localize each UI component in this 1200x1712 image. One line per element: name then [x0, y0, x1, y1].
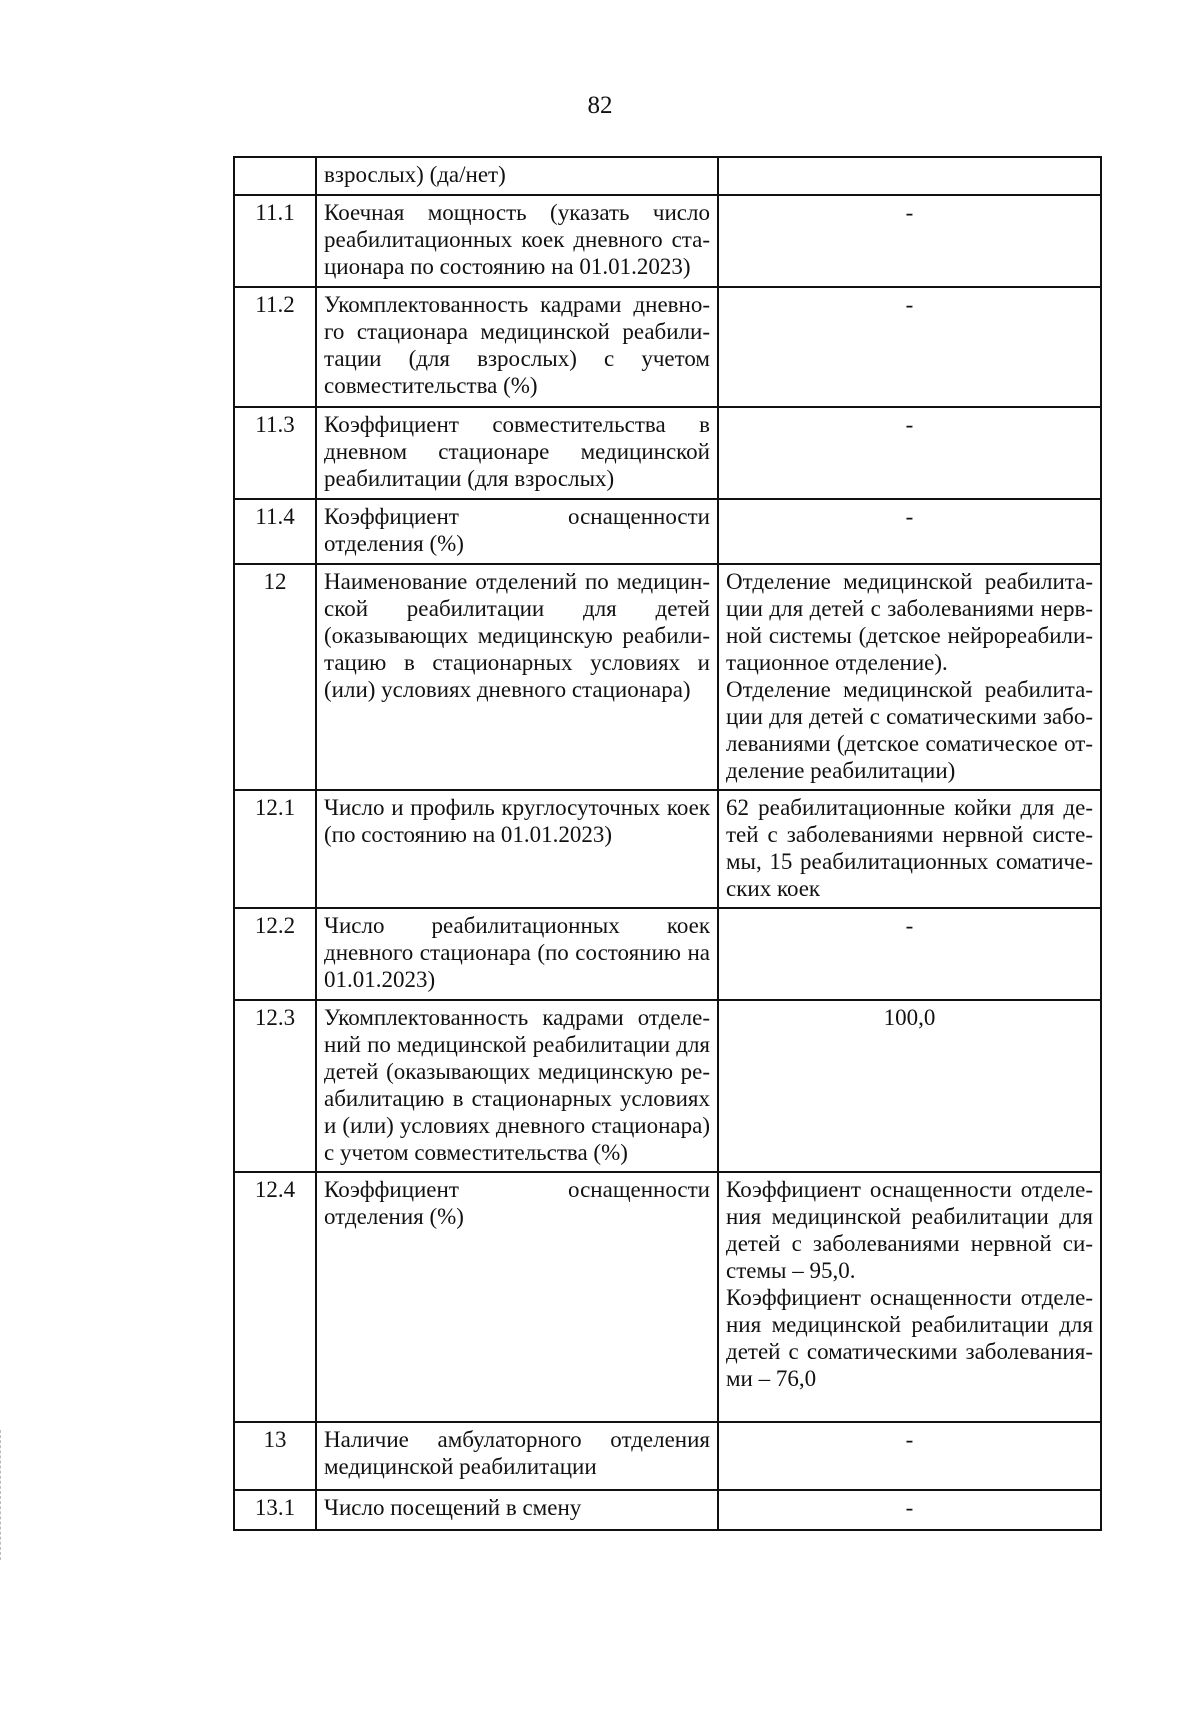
- indicator-value-cell: -: [718, 499, 1101, 564]
- scan-edge-marks: [0, 1430, 3, 1560]
- row-number-cell: 12.3: [234, 1000, 316, 1172]
- value-paragraph: Отделение медицинской реабилитации для детей с заболеваниями нервной системы (детское нейрореабилитационное отделение).: [726, 569, 1093, 675]
- row-number-cell: 11.2: [234, 287, 316, 407]
- row-number-cell: 11.3: [234, 407, 316, 499]
- row-number-cell: 13.1: [234, 1490, 316, 1530]
- row-number-cell: 11.1: [234, 195, 316, 287]
- table-row: [234, 1000, 1101, 1172]
- indicator-name-cell: Число и профиль круглосуточных коек (по состоянию на 01.01.2023): [316, 790, 718, 908]
- table-row: [234, 1172, 1101, 1422]
- indicator-value-cell: -: [718, 407, 1101, 499]
- indicator-name-cell: Наличие амбулаторного отделения медицинской реабилитации: [316, 1422, 718, 1490]
- indicator-name-cell: Число посещений в смену: [316, 1490, 718, 1530]
- table-row: [234, 157, 1101, 195]
- row-number-cell: 13: [234, 1422, 316, 1490]
- row-number-cell: 12.1: [234, 790, 316, 908]
- row-number-cell: 11.4: [234, 499, 316, 564]
- value-paragraph: Отделение медицинской реабилитации для детей с соматическими заболеваниями (детское соматическое отделение реабилитации): [726, 677, 1093, 783]
- indicator-name-cell: Укомплектованность кадрами отделений по медицинской реабилитации для детей (оказывающих медицинскую реабилитацию в стационарных условиях и (или) условиях дневного стационара) с учетом совместительства (%): [316, 1000, 718, 1172]
- row-number-cell: 12: [234, 564, 316, 790]
- row-number-cell: [234, 157, 316, 195]
- indicator-name-cell: Укомплектованность кадрами дневного стационара медицинской реабилитации (для взрослых) с учетом совместительства (%): [316, 287, 718, 407]
- page-number: 82: [587, 92, 613, 119]
- indicator-name-cell: взрослых) (да/нет): [316, 157, 718, 195]
- table-row: [234, 1422, 1101, 1490]
- indicator-value-cell: -: [718, 1422, 1101, 1490]
- indicator-name-cell: Коэффициент оснащенности отделения (%): [316, 1172, 718, 1422]
- indicators-table: [233, 156, 1102, 1531]
- indicator-name-cell: Наименование отделений по медицинской реабилитации для детей (оказывающих медицинскую реабилитацию в стационарных условиях и (или) условиях дневного стационара): [316, 564, 718, 790]
- indicator-name-cell: Коэффициент совместительства в дневном стационаре медицинской реабилитации (для взрослых): [316, 407, 718, 499]
- indicator-value-cell: -: [718, 195, 1101, 287]
- indicator-name-cell: Коечная мощность (указать число реабилитационных коек дневного стационара по состоянию на 01.01.2023): [316, 195, 718, 287]
- indicator-name-cell: Число реабилитационных коек дневного стационара (по состоянию на 01.01.2023): [316, 908, 718, 1000]
- indicator-value-cell: [718, 1172, 1101, 1422]
- table-row: [234, 499, 1101, 564]
- indicator-value-cell: [718, 157, 1101, 195]
- indicator-value-cell: 62 реабилитационные койки для детей с заболеваниями нервной системы, 15 реабилитационных соматических коек: [718, 790, 1101, 908]
- indicator-value-cell: [718, 564, 1101, 790]
- table-row: [234, 564, 1101, 790]
- table-row: [234, 195, 1101, 287]
- indicator-name-cell: Коэффициент оснащенности отделения (%): [316, 499, 718, 564]
- indicator-value-cell: -: [718, 908, 1101, 1000]
- row-number-cell: 12.2: [234, 908, 316, 1000]
- value-paragraph: Коэффициент оснащенности отделения медицинской реабилитации для детей с заболеваниями нервной системы – 95,0.: [726, 1177, 1093, 1283]
- table-row: [234, 407, 1101, 499]
- table-row: [234, 908, 1101, 1000]
- row-number-cell: 12.4: [234, 1172, 316, 1422]
- table-row: [234, 287, 1101, 407]
- table-row: [234, 790, 1101, 908]
- indicator-value-cell: -: [718, 1490, 1101, 1530]
- indicator-value-cell: 100,0: [718, 1000, 1101, 1172]
- value-paragraph: Коэффициент оснащенности отделения медицинской реабилитации для детей с соматическими заболеваниями – 76,0: [726, 1285, 1093, 1391]
- indicator-value-cell: -: [718, 287, 1101, 407]
- table-row: [234, 1490, 1101, 1530]
